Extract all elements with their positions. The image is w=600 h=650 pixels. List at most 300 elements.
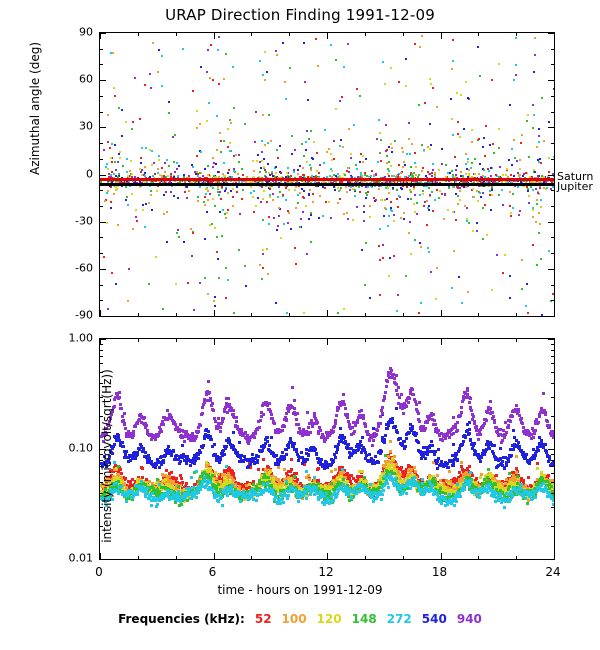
azimuth-panel <box>99 32 555 317</box>
azimuth-data-point <box>452 39 454 41</box>
azimuth-data-point <box>502 272 504 274</box>
axis-tick <box>548 222 554 223</box>
azimuth-data-point <box>388 161 390 163</box>
reference-line-jupiter <box>100 183 554 186</box>
azimuth-data-point <box>107 168 109 170</box>
azimuth-data-point <box>467 158 469 160</box>
azimuth-data-point <box>509 191 511 193</box>
azimuth-data-point <box>536 146 538 148</box>
azimuth-data-point <box>350 153 352 155</box>
axis-tick <box>441 33 442 39</box>
azimuth-data-point <box>306 253 308 255</box>
azimuth-data-point <box>188 190 190 192</box>
azimuth-data-point <box>318 217 320 219</box>
azimuth-data-point <box>262 267 264 269</box>
axis-tick <box>138 313 139 316</box>
azimuth-data-point <box>364 284 366 286</box>
axis-tick <box>100 127 106 128</box>
azimuth-data-point <box>279 191 281 193</box>
azimuth-data-point <box>276 149 278 151</box>
azimuth-data-point <box>225 267 227 269</box>
azimuth-data-point <box>504 254 506 256</box>
azimuth-data-point <box>183 241 185 243</box>
azimuth-data-point <box>267 163 269 165</box>
azimuth-data-point <box>257 197 259 199</box>
azimuth-data-point <box>291 153 293 155</box>
azimuth-data-point <box>423 149 425 151</box>
intensity-data-point <box>269 470 272 473</box>
azimuth-data-point <box>365 197 367 199</box>
azimuth-data-point <box>386 162 388 164</box>
azimuth-data-point <box>355 164 357 166</box>
azimuth-data-point <box>457 121 459 123</box>
azimuth-data-point <box>270 140 272 142</box>
azimuth-data-point <box>422 167 424 169</box>
azimuth-data-point <box>110 201 112 203</box>
azimuth-data-point <box>306 161 308 163</box>
azimuth-data-point <box>453 186 455 188</box>
azimuth-data-point <box>174 171 176 173</box>
azimuth-data-point <box>285 187 287 189</box>
azimuth-data-point <box>262 253 264 255</box>
azimuth-data-point <box>431 172 433 174</box>
azimuth-data-point <box>405 58 407 60</box>
azimuth-data-point <box>223 78 225 80</box>
azimuth-data-point <box>428 209 430 211</box>
azimuth-data-point <box>362 161 364 163</box>
azimuth-data-point <box>233 107 235 109</box>
azimuth-data-point <box>279 171 281 173</box>
azimuth-data-point <box>299 192 301 194</box>
azimuth-data-point <box>384 83 386 85</box>
azimuth-data-point <box>343 66 345 68</box>
azimuth-data-point <box>302 196 304 198</box>
azimuth-data-point <box>482 192 484 194</box>
intensity-data-point <box>434 480 437 483</box>
azimuth-data-point <box>436 267 438 269</box>
azimuth-data-point <box>363 211 365 213</box>
azimuth-data-point <box>319 164 321 166</box>
axis-tick <box>551 206 554 207</box>
azimuth-data-point <box>122 165 124 167</box>
azimuth-data-point <box>272 199 274 201</box>
azimuth-data-point <box>515 74 517 76</box>
azimuth-data-point <box>471 189 473 191</box>
azimuth-data-point <box>115 175 117 177</box>
azimuth-data-point <box>291 135 293 137</box>
azimuth-data-point <box>527 190 529 192</box>
azimuth-data-point <box>139 168 141 170</box>
axis-tick <box>365 33 366 36</box>
azimuth-data-point <box>436 189 438 191</box>
azimuth-data-point <box>509 104 511 106</box>
azimuth-data-point <box>389 257 391 259</box>
azimuth-data-point <box>416 202 418 204</box>
axis-tick <box>100 143 103 144</box>
azimuth-data-point <box>415 166 417 168</box>
azimuth-data-point <box>227 209 229 211</box>
azimuth-data-point <box>343 308 345 310</box>
azimuth-data-point <box>148 202 150 204</box>
azimuth-data-point <box>527 114 529 116</box>
azimuth-data-point <box>331 159 333 161</box>
azimuth-data-point <box>448 187 450 189</box>
azimuth-data-point <box>197 196 199 198</box>
axis-tick <box>551 49 554 50</box>
azimuth-data-point <box>225 53 227 55</box>
azimuth-data-point <box>441 193 443 195</box>
azimuth-data-point <box>254 141 256 143</box>
azimuth-data-point <box>241 168 243 170</box>
azimuth-data-point <box>278 186 280 188</box>
azimuth-data-point <box>144 172 146 174</box>
azimuth-data-point <box>359 95 361 97</box>
azimuth-data-point <box>506 168 508 170</box>
azimuth-data-point <box>349 189 351 191</box>
axis-tick <box>516 33 517 36</box>
azimuth-data-point <box>449 172 451 174</box>
azimuth-data-point <box>136 220 138 222</box>
azimuth-data-point <box>424 102 426 104</box>
azimuth-data-point <box>132 121 134 123</box>
azimuth-data-point <box>517 186 519 188</box>
axis-tick <box>214 33 215 39</box>
azimuth-data-point <box>154 173 156 175</box>
axis-tick <box>100 159 103 160</box>
azimuth-data-point <box>212 187 214 189</box>
azimuth-data-point <box>264 169 266 171</box>
azimuth-data-point <box>142 209 144 211</box>
azimuth-data-point <box>428 205 430 207</box>
azimuth-data-point <box>125 186 127 188</box>
intensity-data-point <box>468 465 471 468</box>
azimuth-data-point <box>151 164 153 166</box>
azimuth-data-point <box>438 197 440 199</box>
azimuth-data-point <box>313 141 315 143</box>
azimuth-data-point <box>489 144 491 146</box>
intensity-data-point <box>205 461 208 464</box>
azimuth-data-point <box>299 226 301 228</box>
azimuth-data-point <box>200 66 202 68</box>
azimuth-data-point <box>482 238 484 240</box>
azimuth-data-point <box>510 215 512 217</box>
azimuth-data-point <box>214 305 216 307</box>
azimuth-data-point <box>209 224 211 226</box>
azimuth-data-point <box>402 166 404 168</box>
azimuth-data-point <box>432 163 434 165</box>
axis-tick <box>176 33 177 36</box>
azimuth-data-point <box>509 275 511 277</box>
azimuth-data-point <box>392 187 394 189</box>
axis-tick <box>551 300 554 301</box>
azimuth-data-point <box>283 223 285 225</box>
azimuth-data-point <box>379 228 381 230</box>
azimuth-data-point <box>232 66 234 68</box>
azimuth-data-point <box>405 85 407 87</box>
axis-tick <box>100 112 103 113</box>
azimuth-data-point <box>379 152 381 154</box>
azimuth-data-point <box>511 148 513 150</box>
azimuth-data-point <box>216 115 218 117</box>
intensity-data-point <box>283 468 286 471</box>
azimuth-data-point <box>161 175 163 177</box>
azimuth-data-point <box>520 142 522 144</box>
page-title: URAP Direction Finding 1991-12-09 <box>165 6 435 24</box>
azimuth-data-point <box>490 209 492 211</box>
azimuth-data-point <box>451 170 453 172</box>
azimuth-data-point <box>533 114 535 116</box>
azimuth-data-point <box>223 140 225 142</box>
azimuth-data-point <box>370 175 372 177</box>
azimuth-data-point <box>426 200 428 202</box>
azimuth-data-point <box>513 139 515 141</box>
axis-tick <box>100 300 103 301</box>
azimuth-data-point <box>517 172 519 174</box>
azimuth-data-point <box>410 191 412 193</box>
azimuth-data-point <box>552 186 554 188</box>
azimuth-data-point <box>476 230 478 232</box>
azimuth-data-point <box>404 164 406 166</box>
azimuth-data-point <box>456 165 458 167</box>
axis-tick <box>100 80 106 81</box>
azimuth-data-point <box>390 201 392 203</box>
azimuth-data-point <box>275 302 277 304</box>
azimuth-data-point <box>288 212 290 214</box>
azimuth-data-point <box>406 186 408 188</box>
azimuth-data-point <box>534 37 536 39</box>
azimuth-data-point <box>333 140 335 142</box>
azimuth-data-point <box>432 210 434 212</box>
azimuth-data-point <box>538 161 540 163</box>
azimuth-data-point <box>356 88 358 90</box>
azimuth-data-point <box>359 161 361 163</box>
azimuth-data-point <box>391 151 393 153</box>
azimuth-data-point <box>474 173 476 175</box>
azimuth-data-point <box>457 203 459 205</box>
azimuth-data-point <box>468 169 470 171</box>
azimuth-data-point <box>127 175 129 177</box>
azimuth-data-point <box>157 172 159 174</box>
azimuth-data-point <box>195 173 197 175</box>
azimuth-data-point <box>388 275 390 277</box>
azimuth-data-point <box>271 171 273 173</box>
azimuth-data-point <box>165 191 167 193</box>
azimuth-data-point <box>528 195 530 197</box>
azimuth-data-point <box>451 287 453 289</box>
azimuth-data-point <box>393 175 395 177</box>
azimuth-data-point <box>461 302 463 304</box>
azimuth-data-point <box>429 78 431 80</box>
azimuth-data-point <box>521 259 523 261</box>
axis-tick <box>516 313 517 316</box>
azimuth-data-point <box>434 199 436 201</box>
azimuth-data-point <box>117 224 119 226</box>
azimuth-data-point <box>178 236 180 238</box>
azimuth-data-point <box>328 201 330 203</box>
azimuth-data-point <box>477 46 479 48</box>
azimuth-data-point <box>386 198 388 200</box>
azimuth-data-point <box>434 172 436 174</box>
azimuth-data-point <box>114 144 116 146</box>
azimuth-data-point <box>144 166 146 168</box>
azimuth-data-point <box>379 294 381 296</box>
azimuth-data-point <box>513 79 515 81</box>
azimuth-data-point <box>212 157 214 159</box>
azimuth-data-point <box>450 98 452 100</box>
azimuth-data-point <box>268 114 270 116</box>
azimuth-data-point <box>239 213 241 215</box>
azimuth-data-point <box>207 174 209 176</box>
azimuth-data-point <box>113 87 115 89</box>
intensity-data-point <box>436 474 439 477</box>
azimuth-data-point <box>207 190 209 192</box>
axis-tick <box>551 159 554 160</box>
azimuth-data-point <box>515 64 517 66</box>
intensity-data-point <box>207 463 210 466</box>
azimuth-data-point <box>111 143 113 145</box>
azimuth-data-point <box>225 217 227 219</box>
azimuth-data-point <box>337 312 339 314</box>
azimuth-data-point <box>242 189 244 191</box>
azimuth-data-point <box>398 195 400 197</box>
azimuth-data-point <box>410 253 412 255</box>
azimuth-data-point <box>532 189 534 191</box>
azimuth-data-point <box>335 108 337 110</box>
azimuth-data-point <box>111 272 113 274</box>
azimuth-data-point <box>266 248 268 250</box>
azimuth-data-point <box>526 120 528 122</box>
azimuth-data-point <box>377 161 379 163</box>
azimuth-data-point <box>126 196 128 198</box>
azimuth-data-point <box>284 81 286 83</box>
azimuth-data-point <box>110 157 112 159</box>
azimuth-data-point <box>117 161 119 163</box>
azimuth-data-point <box>347 167 349 169</box>
azimuth-data-point <box>536 203 538 205</box>
azimuth-data-point <box>444 194 446 196</box>
azimuth-data-point <box>103 256 105 258</box>
azimuth-data-point <box>157 168 159 170</box>
azimuth-data-point <box>429 123 431 125</box>
axis-tick <box>100 49 103 50</box>
intensity-data-point <box>293 475 296 478</box>
azimuth-data-point <box>480 196 482 198</box>
azimuth-data-point <box>369 205 371 207</box>
azimuth-data-point <box>245 285 247 287</box>
azimuth-data-point <box>233 312 235 314</box>
axis-tick <box>478 313 479 316</box>
azimuth-data-point <box>496 254 498 256</box>
axis-tick <box>551 143 554 144</box>
azimuth-data-point <box>223 175 225 177</box>
azimuth-data-point <box>255 111 257 113</box>
azimuth-data-point <box>539 187 541 189</box>
azimuth-data-point <box>204 238 206 240</box>
axis-tick <box>403 33 404 36</box>
intensity-data-point <box>141 467 144 470</box>
axis-tick <box>441 310 442 316</box>
azimuth-data-point <box>340 139 342 141</box>
azimuth-data-point <box>322 215 324 217</box>
intensity-data-point <box>413 466 416 469</box>
intensity-data-point <box>460 461 463 464</box>
azimuth-data-point <box>516 160 518 162</box>
azimuth-data-point <box>275 50 277 52</box>
azimuth-data-point <box>428 251 430 253</box>
azimuth-data-point <box>227 128 229 130</box>
azimuth-data-point <box>260 201 262 203</box>
azimuth-data-point <box>232 205 234 207</box>
azimuth-data-point <box>214 296 216 298</box>
azimuth-data-point <box>196 155 198 157</box>
azimuth-data-point <box>144 226 146 228</box>
intensity-data-point <box>384 454 387 457</box>
azimuth-data-point <box>333 174 335 176</box>
azimuth-data-point <box>472 230 474 232</box>
intensity-data-point <box>317 482 320 485</box>
azimuth-data-point <box>378 119 380 121</box>
azimuth-data-point <box>112 52 114 54</box>
azimuth-data-point <box>471 141 473 143</box>
azimuth-data-point <box>126 171 128 173</box>
azimuth-data-point <box>310 130 312 132</box>
azimuth-data-point <box>279 145 281 147</box>
azimuth-data-point <box>530 186 532 188</box>
azimuth-data-point <box>339 145 341 147</box>
axis-tick <box>548 175 554 176</box>
azimuth-data-point <box>452 211 454 213</box>
azimuth-data-point <box>207 293 209 295</box>
intensity-data-point <box>232 479 235 482</box>
azimuth-data-point <box>491 289 493 291</box>
azimuth-data-point <box>427 171 429 173</box>
azimuth-data-point <box>199 123 201 125</box>
azimuth-data-point <box>303 42 305 44</box>
intensity-data-point <box>515 471 518 474</box>
azimuth-data-point <box>413 203 415 205</box>
azimuth-data-point <box>210 44 212 46</box>
azimuth-data-point <box>276 229 278 231</box>
azimuth-data-point <box>289 67 291 69</box>
azimuth-data-point <box>218 277 220 279</box>
azimuth-data-point <box>386 155 388 157</box>
azimuth-data-point <box>125 121 127 123</box>
azimuth-data-point <box>259 60 261 62</box>
azimuth-data-point <box>498 128 500 130</box>
azimuth-data-point <box>521 134 523 136</box>
azimuth-data-point <box>121 135 123 137</box>
azimuth-data-point <box>324 129 326 131</box>
azimuth-data-point <box>421 144 423 146</box>
intensity-data-point <box>180 503 183 506</box>
intensity-data-point <box>185 482 188 485</box>
azimuth-data-point <box>465 81 467 83</box>
azimuth-data-point <box>478 138 480 140</box>
azimuth-data-point <box>346 170 348 172</box>
azimuth-data-point <box>383 215 385 217</box>
azimuth-data-point <box>208 102 210 104</box>
intensity-data-point <box>479 476 482 479</box>
azimuth-data-point <box>170 191 172 193</box>
azimuth-data-point <box>232 188 234 190</box>
azimuth-data-point <box>325 201 327 203</box>
azimuth-data-point <box>212 198 214 200</box>
azimuth-data-point <box>528 202 530 204</box>
azimuth-data-point <box>161 55 163 57</box>
azimuth-data-point <box>476 190 478 192</box>
azimuth-data-point <box>335 59 337 61</box>
azimuth-data-point <box>419 46 421 48</box>
